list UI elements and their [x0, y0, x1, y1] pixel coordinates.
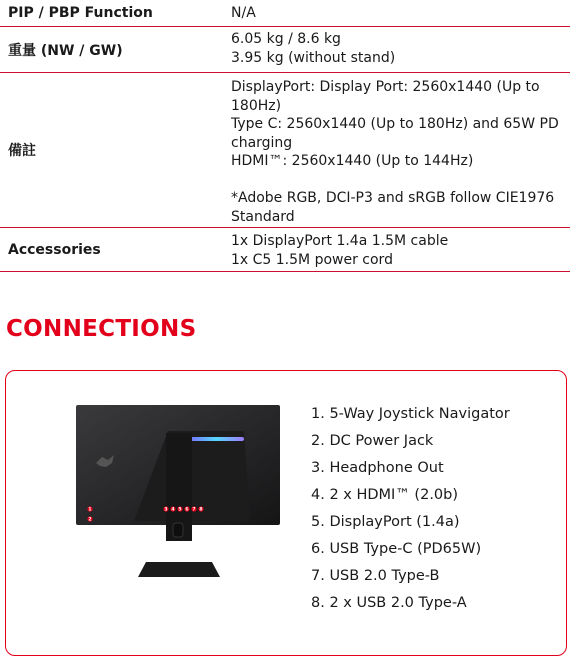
spec-row [0, 27, 570, 73]
port-marker-label: 7 [192, 507, 196, 513]
port-marker-label: 4 [171, 507, 175, 513]
spec-label: 備註 [8, 143, 36, 159]
spec-value-line: DisplayPort: Display Port: 2560x1440 (Up to [231, 79, 540, 95]
connection-list [311, 404, 510, 620]
connection-item: 1. 5-Way Joystick Navigator [311, 406, 510, 422]
spec-label: Accessories [8, 241, 101, 258]
spec-value [228, 27, 570, 72]
spec-value [228, 228, 570, 271]
spec-value-line: N/A [231, 5, 256, 21]
connection-item: 5. DisplayPort (1.4a) [311, 514, 460, 530]
connections-card [5, 370, 567, 656]
port-marker-label: 3 [164, 507, 168, 513]
spec-value-line: 1x C5 1.5M power cord [231, 251, 393, 268]
spec-value-line: Type C: 2560x1440 (Up to 180Hz) and 65W PD [231, 116, 559, 132]
monitor-rear-image [76, 405, 282, 585]
rgb-light-strip [188, 437, 244, 441]
connection-item: 7. USB 2.0 Type-B [311, 568, 440, 584]
port-marker-label: 8 [199, 507, 203, 513]
spec-value-gap [231, 171, 564, 190]
port-marker-label: 2 [88, 517, 92, 523]
spec-value [228, 73, 570, 227]
spec-label: 重量 (NW / GW) [8, 42, 123, 59]
connection-item: 8. 2 x USB 2.0 Type-A [311, 595, 467, 611]
port-marker-label: 6 [185, 507, 189, 513]
spec-row [0, 73, 570, 228]
spec-value-line: 1x DisplayPort 1.4a 1.5M cable [231, 233, 449, 249]
connection-item: 6. USB Type-C (PD65W) [311, 541, 482, 557]
spec-value-line: *Adobe RGB, DCI-P3 and sRGB follow CIE1976 [231, 190, 555, 206]
spec-value-line: 3.95 kg (without stand) [231, 49, 396, 66]
spec-table [0, 0, 570, 272]
spec-value [228, 0, 570, 26]
port-marker-label: 1 [88, 507, 92, 513]
spec-value-line: charging [231, 134, 293, 151]
spec-row [0, 0, 570, 27]
stand-cable-slot [173, 523, 183, 537]
connection-item: 3. Headphone Out [311, 460, 444, 476]
port-marker-label: 5 [178, 507, 182, 513]
spec-label: PIP / PBP Function [8, 5, 153, 21]
spec-value-line: HDMI™: 2560x1440 (Up to 144Hz) [231, 153, 474, 169]
connection-item: 4. 2 x HDMI™ (2.0b) [311, 487, 459, 503]
spec-value-line: 180Hz) [231, 97, 282, 114]
spec-row [0, 228, 570, 272]
spec-value-line: 6.05 kg / 8.6 kg [231, 31, 341, 47]
spec-value-line: Standard [231, 208, 295, 225]
section-title: CONNECTIONS [6, 316, 197, 342]
monitor-stand-base [138, 562, 220, 577]
connection-item: 2. DC Power Jack [311, 433, 434, 449]
